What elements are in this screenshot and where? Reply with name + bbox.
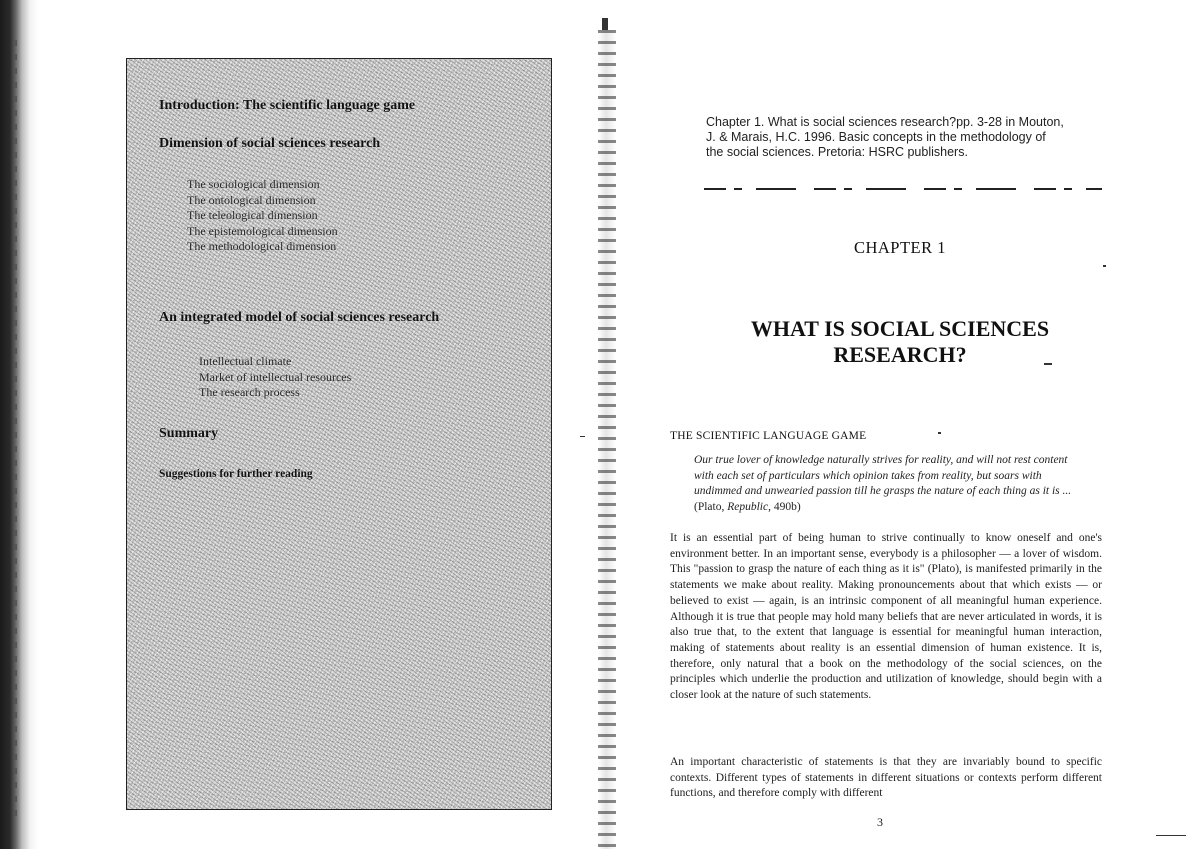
contents-panel — [126, 58, 552, 810]
book-gutter — [598, 30, 616, 849]
toc-introduction: Introduction: The scientific language game — [159, 98, 416, 113]
toc-summary: Summary — [159, 426, 219, 441]
epigraph — [694, 453, 1086, 515]
scan-speck — [1044, 363, 1052, 365]
section-heading: THE SCIENTIFIC LANGUAGE GAME — [670, 430, 867, 442]
scan-speck — [938, 432, 941, 434]
toc-model-list — [199, 354, 351, 401]
toc-further-reading: Suggestions for further reading — [159, 468, 313, 480]
toc-dimension-item: The sociological dimension — [187, 177, 320, 191]
scan-speck — [1103, 265, 1106, 267]
toc-model-heading: An integrated model of social sciences research — [159, 310, 440, 325]
toc-dimension-item: The ontological dimension — [187, 192, 316, 207]
toc-dimension-item: The teleological dimension — [187, 208, 318, 222]
toc-dimension-item: The epistemological dimension — [187, 223, 338, 238]
page-number: 3 — [877, 815, 883, 829]
toc-model-item: Intellectual climate — [199, 354, 292, 368]
epigraph-source-suffix: , 490b) — [768, 500, 801, 513]
toc-model-item: The research process — [199, 385, 300, 399]
toc-dimensions-list — [187, 177, 338, 255]
chapter-title — [700, 316, 1100, 368]
source-citation: Chapter 1. What is social sciences research?pp. 3-28 in Mouton, J. & Marais, H.C. 1996. Basic concepts in the methodology of the social sciences. Pretoria: HSRC publishers. — [706, 115, 1064, 159]
chapter-title-line: WHAT IS SOCIAL SCIENCES — [750, 316, 1050, 341]
scan-binding-shadow — [0, 0, 38, 849]
epigraph-quote: Our true lover of knowledge naturally strives for reality, and will not rest content with each set of particulars which opinion takes from reality, but soars with undimmed and unwearied passion till he grasps the nature of each thing as it is ... — [694, 454, 1072, 497]
toc-model-item: Market of intellectual resources — [199, 369, 352, 384]
toc-dimension-item: The methodological dimension — [187, 239, 337, 253]
chapter-label: CHAPTER 1 — [853, 238, 947, 257]
toc-dimensions-heading: Dimension of social sciences research — [159, 136, 381, 151]
epigraph-source-prefix: (Plato, — [694, 500, 728, 513]
scan-speck — [1156, 835, 1186, 836]
scan-speck — [580, 436, 585, 437]
body-paragraph: It is an essential part of being human to strive continually to know oneself and one's environment better. In an important sense, everybody is a philosopher — a lover of wisdom. This "passion to grasp the nature of each thing as it is" (Plato), is manifested primarily in the statements we make about reality. Making pronouncements about that which exists — or believed to exist — again, is an intrinsic component of all meaningful human experience. Although it is true that people may hold many beliefs that are never articulated in words, it is also true that, to the extent that language is essential for meaningful human interaction, making of statements about reality is an essential dimension of human existence. It is, therefore, only natural that a book on the methodology of the social sciences, on the principles which underlie the production and utilization of knowledge, should begin with a closer look at the nature of such statements. — [670, 532, 1102, 702]
body-paragraph: An important characteristic of statements is that they are invariably bound to specific contexts. Different types of statements in different situations or contexts perform different functions, and therefore comply with different — [670, 756, 1102, 800]
chapter-title-line: RESEARCH? — [833, 342, 967, 367]
epigraph-source-work: Republic — [727, 500, 769, 513]
gutter-mark — [602, 18, 608, 30]
dashed-divider — [704, 188, 1102, 190]
